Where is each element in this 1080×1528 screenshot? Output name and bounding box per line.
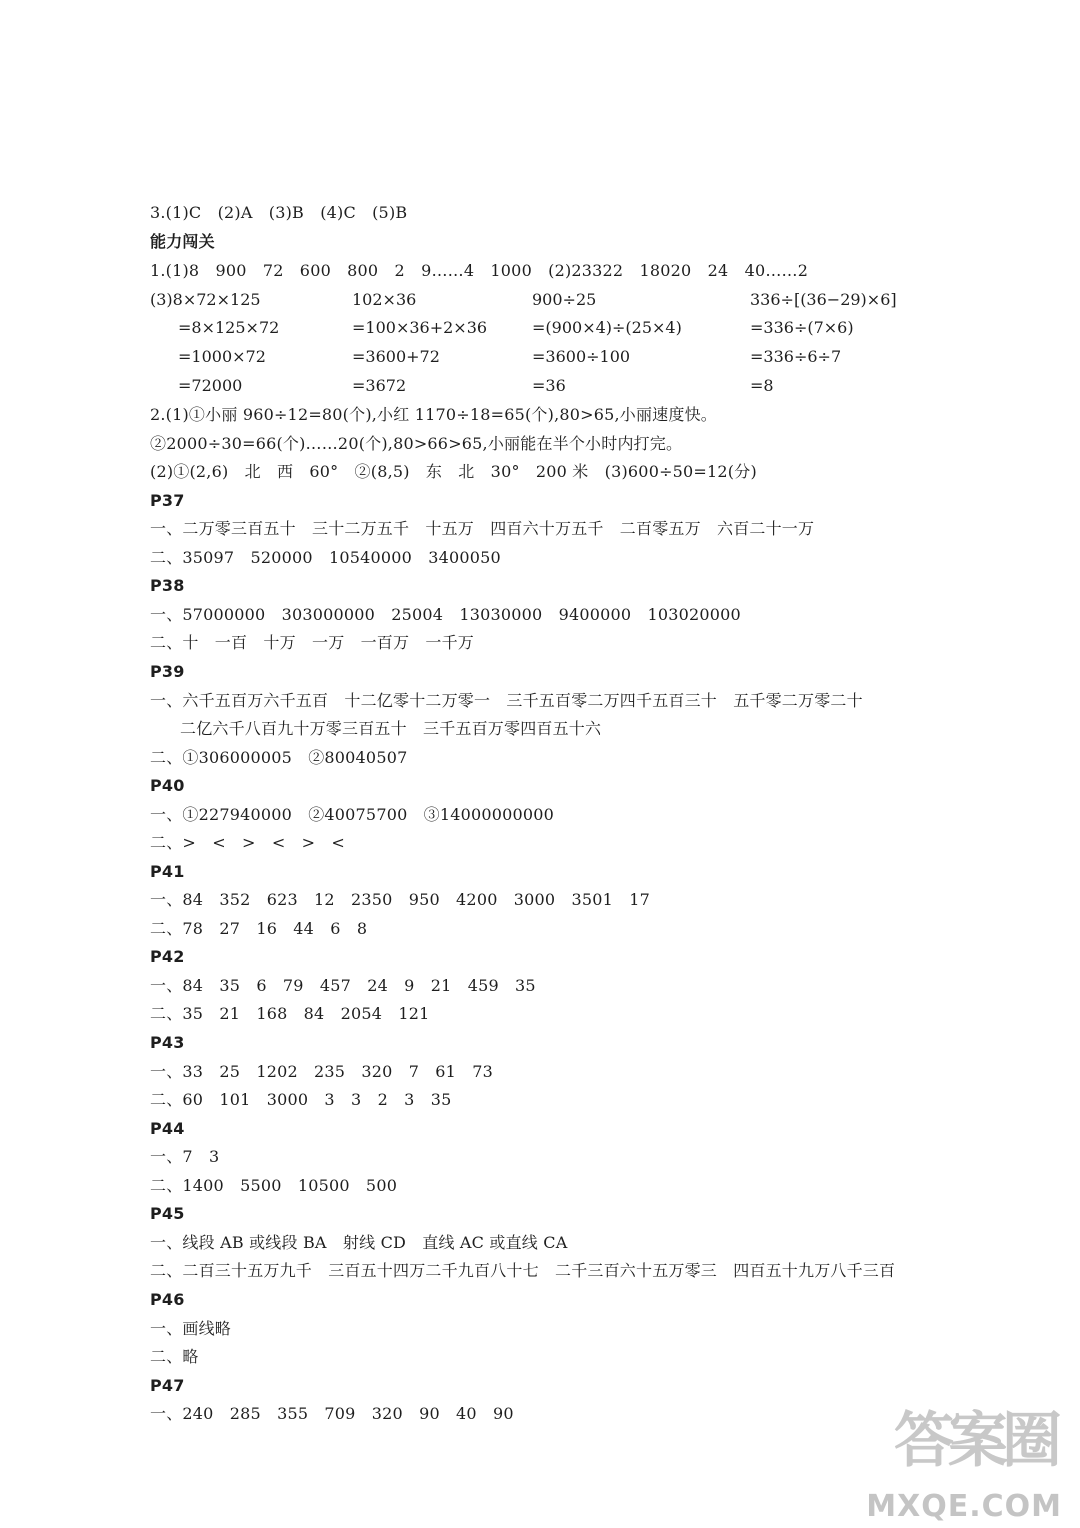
- page-heading: P42: [150, 947, 185, 966]
- calc-cell: =3600+72: [352, 347, 440, 366]
- answer-line: 一、84 352 623 12 2350 950 4200 3000 3501 17: [150, 890, 650, 909]
- watermark-url: MXQE.COM: [866, 1489, 1062, 1524]
- page-heading: P46: [150, 1290, 185, 1309]
- answer-line: 一、画线略: [150, 1319, 232, 1338]
- section-heading: 能力闯关: [150, 232, 215, 251]
- answer-line: 一、①227940000 ②40075700 ③14000000000: [150, 805, 555, 824]
- calc-cell: =3600÷100: [532, 347, 631, 366]
- watermark: [852, 1406, 1062, 1524]
- page-heading: P44: [150, 1119, 185, 1138]
- page-heading: P41: [150, 862, 185, 881]
- answer-line: 二、①306000005 ②80040507: [150, 748, 408, 767]
- answer-line: 一、57000000 303000000 25004 13030000 9400000 103020000: [150, 605, 741, 624]
- answer-line: 一、33 25 1202 235 320 7 61 73: [150, 1062, 494, 1081]
- page-heading: P38: [150, 576, 185, 595]
- page-heading: P47: [150, 1376, 185, 1395]
- answer-line-q3: 3.(1)C (2)A (3)B (4)C (5)B: [150, 203, 408, 222]
- answer-line: 一、六千五百万六千五百 十二亿零十二万零一 三千五百零二万四千五百三十 五千零二万零二十: [150, 691, 863, 710]
- page-heading: P43: [150, 1033, 185, 1052]
- answer-line: 二亿六千八百九十万零三百五十 三千五百万零四百五十六: [180, 719, 602, 738]
- calc-cell: =336÷(7×6): [750, 318, 854, 337]
- calc-cell: 336÷[(36−29)×6]: [750, 290, 897, 309]
- answer-line: 一、二万零三百五十 三十二万五千 十五万 四百六十万五千 二百零五万 六百二十一万: [150, 519, 815, 538]
- page-heading: P40: [150, 776, 185, 795]
- calc-cell: 900÷25: [532, 290, 597, 309]
- calc-cell: =8: [750, 376, 774, 395]
- calc-cell: =36: [532, 376, 566, 395]
- calc-cell: =3672: [352, 376, 407, 395]
- calc-cell: =1000×72: [178, 347, 266, 366]
- answer-line: 二、35 21 168 84 2054 121: [150, 1004, 430, 1023]
- page-heading: P45: [150, 1204, 185, 1223]
- calc-cell: =100×36+2×36: [352, 318, 488, 337]
- answer-line: 一、线段 AB 或线段 BA 射线 CD 直线 AC 或直线 CA: [150, 1233, 568, 1252]
- answer-line: 一、240 285 355 709 320 90 40 90: [150, 1404, 514, 1423]
- answer-line: 一、7 3: [150, 1147, 220, 1166]
- page-heading: P37: [150, 491, 185, 510]
- answer-line-q2: (2)①(2,6) 北 西 60° ②(8,5) 东 北 30° 200 米 (3)600÷50=12(分): [150, 462, 757, 481]
- answer-line: 二、35097 520000 10540000 3400050: [150, 548, 501, 567]
- answer-line-q2: ②2000÷30=66(个)……20(个),80>66>65,小丽能在半个小时内打完。: [150, 434, 683, 453]
- calc-cell: =8×125×72: [178, 318, 280, 337]
- answer-line: 二、60 101 3000 3 3 2 3 35: [150, 1090, 452, 1109]
- answer-line-q2: 2.(1)①小丽 960÷12=80(个),小红 1170÷18=65(个),80>65,小丽速度快。: [150, 405, 717, 424]
- calc-cell: =(900×4)÷(25×4): [532, 318, 682, 337]
- page-heading: P39: [150, 662, 185, 681]
- answer-line: 二、二百三十五万九千 三百五十四万二千九百八十七 二千三百六十五万零三 四百五十九万八千三百: [150, 1261, 896, 1280]
- answer-line-q1: 1.(1)8 900 72 600 800 2 9……4 1000 (2)23322 18020 24 40……2: [150, 261, 809, 280]
- answer-line: 二、十 一百 十万 一万 一百万 一千万: [150, 633, 475, 652]
- calc-cell: (3)8×72×125: [150, 290, 261, 309]
- calc-cell: =336÷6÷7: [750, 347, 842, 366]
- answer-line: 二、78 27 16 44 6 8: [150, 919, 368, 938]
- calc-cell: 102×36: [352, 290, 417, 309]
- answer-line: 一、84 35 6 79 457 24 9 21 459 35: [150, 976, 536, 995]
- watermark-logo: 答案圈: [894, 1406, 1056, 1476]
- answer-line: 二、> < > < > <: [150, 833, 346, 852]
- answer-line: 二、1400 5500 10500 500: [150, 1176, 398, 1195]
- calc-cell: =72000: [178, 376, 243, 395]
- answer-line: 二、略: [150, 1347, 199, 1366]
